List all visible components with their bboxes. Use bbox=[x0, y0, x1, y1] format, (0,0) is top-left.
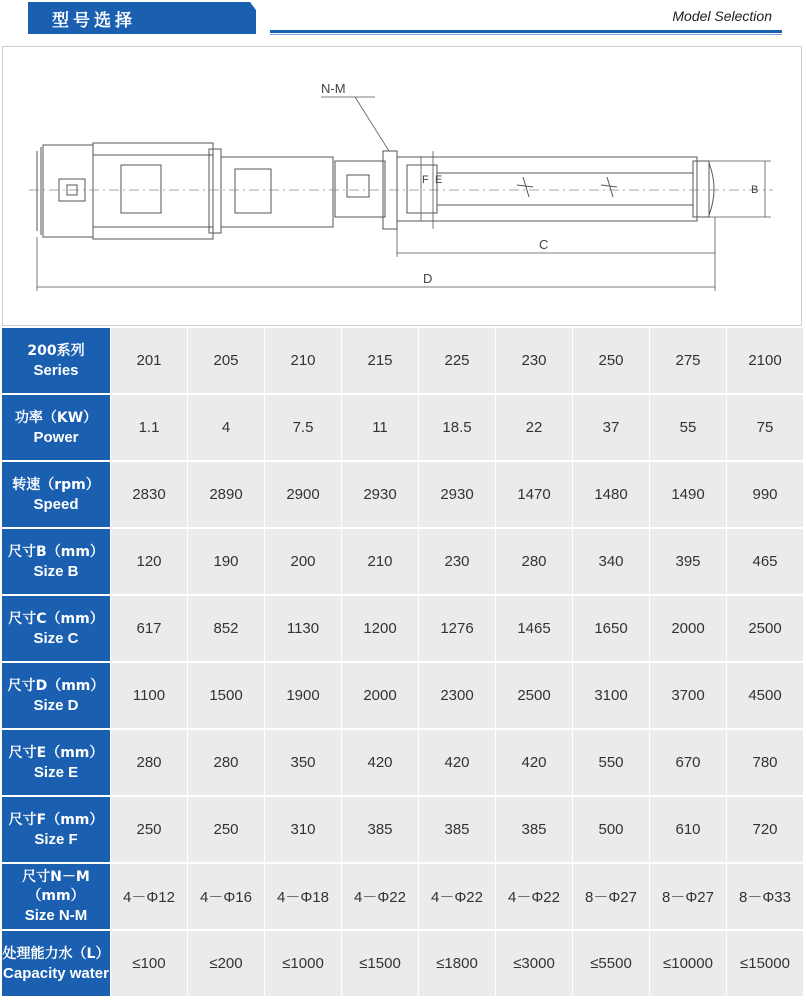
table-cell: 420 bbox=[342, 730, 419, 797]
table-cell: 3100 bbox=[573, 663, 650, 730]
row-label-en: Capacity water bbox=[3, 964, 109, 982]
table-cell: 1490 bbox=[650, 462, 727, 529]
table-cell: ≤1500 bbox=[342, 931, 419, 998]
table-body bbox=[2, 328, 804, 998]
table-cell: 4－Φ18 bbox=[265, 864, 342, 931]
table-cell: 385 bbox=[496, 797, 573, 864]
pump-dimension-drawing bbox=[2, 46, 802, 326]
row-label bbox=[2, 529, 111, 596]
row-label-cn: 尺寸B（mm） bbox=[8, 543, 104, 560]
row-label bbox=[2, 462, 111, 529]
table-cell: 230 bbox=[496, 328, 573, 395]
table-cell: 280 bbox=[111, 730, 188, 797]
table-row bbox=[2, 864, 804, 931]
table-cell: 2830 bbox=[111, 462, 188, 529]
table-cell: 37 bbox=[573, 395, 650, 462]
table-cell: 3700 bbox=[650, 663, 727, 730]
row-label-en: Power bbox=[33, 428, 79, 446]
bearing-bracket bbox=[221, 157, 333, 227]
table-cell: ≤1000 bbox=[265, 931, 342, 998]
table-cell: 395 bbox=[650, 529, 727, 596]
table-cell: 190 bbox=[188, 529, 265, 596]
row-label-en: Speed bbox=[33, 495, 79, 513]
table-cell: 1130 bbox=[265, 596, 342, 663]
table-cell: 340 bbox=[573, 529, 650, 596]
row-label-en: Size D bbox=[33, 696, 79, 714]
row-label bbox=[2, 931, 111, 998]
table-cell: 250 bbox=[573, 328, 650, 395]
table-cell: 2000 bbox=[342, 663, 419, 730]
label-f: F bbox=[422, 174, 429, 186]
table-cell: 465 bbox=[727, 529, 804, 596]
table-cell: 280 bbox=[188, 730, 265, 797]
table-cell: 4－Φ12 bbox=[111, 864, 188, 931]
table-cell: ≤100 bbox=[111, 931, 188, 998]
leader-nm bbox=[355, 97, 389, 151]
row-label-cn: 尺寸F（mm） bbox=[8, 811, 104, 828]
label-c: C bbox=[539, 237, 549, 252]
table-cell: 2930 bbox=[342, 462, 419, 529]
model-selection-table bbox=[2, 328, 804, 998]
table-cell: ≤200 bbox=[188, 931, 265, 998]
table-cell: 4 bbox=[188, 395, 265, 462]
table-cell: 780 bbox=[727, 730, 804, 797]
pump-head bbox=[335, 161, 385, 217]
row-label bbox=[2, 663, 111, 730]
header-rule-thin bbox=[270, 34, 782, 35]
table-cell: 550 bbox=[573, 730, 650, 797]
table-cell: 2000 bbox=[650, 596, 727, 663]
row-label-cn: 转速（rpm） bbox=[12, 476, 100, 493]
table-cell: 200 bbox=[265, 529, 342, 596]
row-label bbox=[2, 328, 111, 395]
table-row bbox=[2, 596, 804, 663]
row-label bbox=[2, 596, 111, 663]
section-subtitle: Model Selection bbox=[672, 8, 772, 24]
table-cell: 55 bbox=[650, 395, 727, 462]
table-row bbox=[2, 328, 804, 395]
table-cell: 8－Φ27 bbox=[573, 864, 650, 931]
table-cell: 670 bbox=[650, 730, 727, 797]
table-cell: 4500 bbox=[727, 663, 804, 730]
row-label-cn: 尺寸N－M（mm） bbox=[22, 869, 90, 904]
table-cell: 75 bbox=[727, 395, 804, 462]
table-cell: 210 bbox=[265, 328, 342, 395]
table-cell: 420 bbox=[419, 730, 496, 797]
table-cell: 4－Φ22 bbox=[342, 864, 419, 931]
row-label bbox=[2, 797, 111, 864]
table-cell: 8－Φ33 bbox=[727, 864, 804, 931]
table-cell: 385 bbox=[342, 797, 419, 864]
row-label bbox=[2, 395, 111, 462]
table-cell: 230 bbox=[419, 529, 496, 596]
motor-end-cap bbox=[37, 147, 41, 235]
table-cell: 2500 bbox=[496, 663, 573, 730]
table-row bbox=[2, 395, 804, 462]
table-row bbox=[2, 462, 804, 529]
table-cell: 350 bbox=[265, 730, 342, 797]
label-d: D bbox=[423, 271, 433, 286]
table-cell: 215 bbox=[342, 328, 419, 395]
table-row bbox=[2, 931, 804, 998]
table-cell: 2100 bbox=[727, 328, 804, 395]
table-cell: 275 bbox=[650, 328, 727, 395]
row-label-en: Size N-M bbox=[24, 907, 88, 924]
table-cell: 420 bbox=[496, 730, 573, 797]
header-rule bbox=[270, 30, 782, 33]
row-label-cn: 尺寸D（mm） bbox=[7, 677, 105, 694]
table-cell: 1470 bbox=[496, 462, 573, 529]
row-label bbox=[2, 730, 111, 797]
table-cell: 7.5 bbox=[265, 395, 342, 462]
row-label-cn: 尺寸E（mm） bbox=[8, 744, 104, 761]
rotor-mark-1 bbox=[517, 177, 533, 197]
table-cell: 1480 bbox=[573, 462, 650, 529]
table-cell: 2890 bbox=[188, 462, 265, 529]
table-cell: 4－Φ16 bbox=[188, 864, 265, 931]
table-cell: 22 bbox=[496, 395, 573, 462]
table-cell: 4－Φ22 bbox=[496, 864, 573, 931]
row-label-cn: 功率（KW） bbox=[14, 409, 98, 426]
row-label bbox=[2, 864, 111, 931]
table-cell: 1465 bbox=[496, 596, 573, 663]
table-cell: 990 bbox=[727, 462, 804, 529]
table-cell: 1.1 bbox=[111, 395, 188, 462]
table-cell: 201 bbox=[111, 328, 188, 395]
table-cell: 310 bbox=[265, 797, 342, 864]
table-cell: 1100 bbox=[111, 663, 188, 730]
table-row bbox=[2, 529, 804, 596]
table-cell: 610 bbox=[650, 797, 727, 864]
table-cell: 280 bbox=[496, 529, 573, 596]
table-cell: 8－Φ27 bbox=[650, 864, 727, 931]
table-cell: 4－Φ22 bbox=[419, 864, 496, 931]
table-cell: 385 bbox=[419, 797, 496, 864]
table-cell: 18.5 bbox=[419, 395, 496, 462]
row-label-en: Size C bbox=[33, 629, 79, 647]
table-cell: 1900 bbox=[265, 663, 342, 730]
table-cell: 1500 bbox=[188, 663, 265, 730]
row-label-en: Size E bbox=[33, 763, 79, 781]
label-nm: N-M bbox=[321, 81, 346, 96]
table-cell: 250 bbox=[111, 797, 188, 864]
row-label-en: Size F bbox=[34, 830, 78, 848]
motor-body bbox=[93, 143, 213, 239]
row-label-cn: 200系列 bbox=[27, 342, 85, 359]
table-cell: ≤1800 bbox=[419, 931, 496, 998]
row-label-cn: 尺寸C（mm） bbox=[8, 610, 104, 627]
table-cell: 210 bbox=[342, 529, 419, 596]
label-e: E bbox=[435, 174, 443, 186]
section-header bbox=[0, 0, 806, 40]
table-cell: 250 bbox=[188, 797, 265, 864]
stator-tube bbox=[397, 157, 697, 221]
table-cell: 720 bbox=[727, 797, 804, 864]
table-cell: 1276 bbox=[419, 596, 496, 663]
table-cell: 205 bbox=[188, 328, 265, 395]
row-label-cn: 处理能力水（L） bbox=[2, 945, 110, 962]
table-cell: 2900 bbox=[265, 462, 342, 529]
table-cell: 852 bbox=[188, 596, 265, 663]
table-cell: 500 bbox=[573, 797, 650, 864]
table-cell: 2930 bbox=[419, 462, 496, 529]
table-cell: 11 bbox=[342, 395, 419, 462]
table-cell: 2300 bbox=[419, 663, 496, 730]
section-title: 型号选择 bbox=[52, 11, 136, 31]
table-cell: 1200 bbox=[342, 596, 419, 663]
table-cell: 225 bbox=[419, 328, 496, 395]
pump-diagram bbox=[3, 47, 801, 325]
table-cell: 1650 bbox=[573, 596, 650, 663]
table-cell: ≤5500 bbox=[573, 931, 650, 998]
table-cell: 2500 bbox=[727, 596, 804, 663]
table-cell: ≤15000 bbox=[727, 931, 804, 998]
rotor-mark-2 bbox=[601, 177, 617, 197]
row-label-en: Size B bbox=[33, 562, 79, 580]
table-row bbox=[2, 797, 804, 864]
table-row bbox=[2, 730, 804, 797]
table-row bbox=[2, 663, 804, 730]
table-cell: ≤10000 bbox=[650, 931, 727, 998]
table-cell: ≤3000 bbox=[496, 931, 573, 998]
row-label-en: Series bbox=[33, 361, 79, 379]
label-b: B bbox=[751, 184, 759, 196]
table-cell: 120 bbox=[111, 529, 188, 596]
table-cell: 617 bbox=[111, 596, 188, 663]
